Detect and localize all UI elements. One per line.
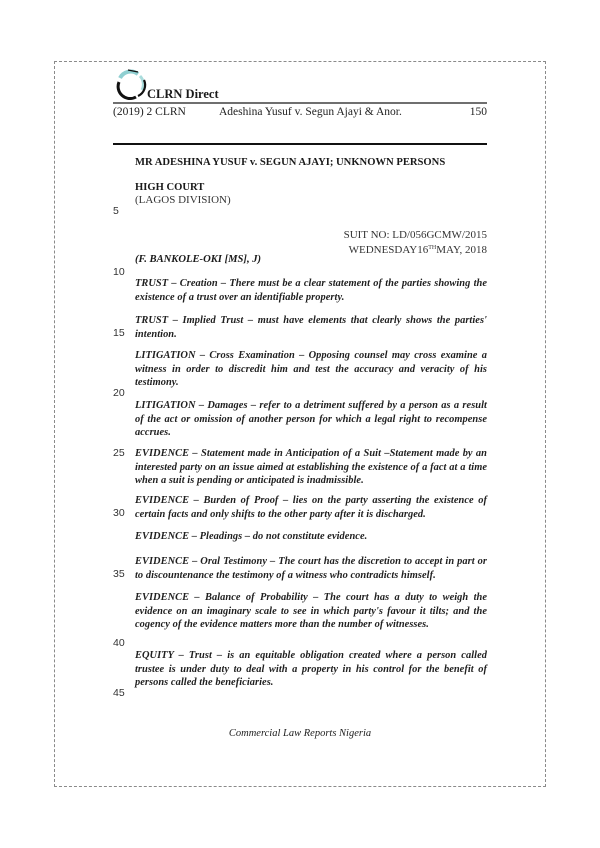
line-number: 5 xyxy=(113,205,119,217)
case-title: MR ADESHINA YUSUF v. SEGUN AJAYI; UNKNOWN PERSONS xyxy=(135,157,446,168)
title-rule xyxy=(113,143,487,145)
court-division: (LAGOS DIVISION) xyxy=(135,194,231,206)
line-number: 15 xyxy=(113,327,125,339)
headnote-item: EQUITY – Trust – is an equitable obligation created where a person called trustee is under duty to deal with a property in his control for the benefit of persons called the beneficiaries. xyxy=(135,650,487,688)
headnote-item: EVIDENCE – Pleadings – do not constitute evidence. xyxy=(135,531,368,542)
line-number: 20 xyxy=(113,387,125,399)
headnote-item: EVIDENCE – Burden of Proof – lies on the party asserting the existence of certain facts and only shifts to the other party after it is discharged. xyxy=(135,495,487,520)
line-number: 35 xyxy=(113,568,125,580)
line-number: 10 xyxy=(113,266,125,278)
date-suffix: MAY, 2018 xyxy=(436,244,487,256)
footer-publication: Commercial Law Reports Nigeria xyxy=(228,728,372,739)
header-rule xyxy=(113,102,487,104)
headnote-item: EVIDENCE – Oral Testimony – The court has the discretion to accept in part or to discountenance the testimony of a witness who contradicts himself. xyxy=(135,556,487,581)
brand-name: CLRN Direct xyxy=(147,87,219,101)
line-number: 45 xyxy=(113,687,125,699)
headnote-item: TRUST – Implied Trust – must have elements that clearly shows the parties' intention. xyxy=(135,315,487,340)
date-prefix: WEDNESDAY16 xyxy=(348,244,429,256)
headnote-item: TRUST – Creation – There must be a clear statement of the parties showing the existence of a trust over an identifiable property. xyxy=(135,278,487,303)
date-superscript: TH xyxy=(428,245,437,251)
line-number: 40 xyxy=(113,637,125,649)
headnote-item: EVIDENCE – Statement made in Anticipation of a Suit –Statement made by an interested party on an issue aimed at establishing the existence of a fact at a time when a suit is pending or anticipated is inadmissible. xyxy=(135,448,487,486)
clrn-logo-icon xyxy=(114,66,148,102)
headnote-item: LITIGATION – Damages – refer to a detriment suffered by a person as a result of the act or omission of another person for which a legal right to recompense accrues. xyxy=(135,400,487,438)
citation: (2019) 2 CLRN xyxy=(113,106,186,118)
suit-number: SUIT NO: LD/056GCMW/2015 xyxy=(343,229,487,241)
judge-name: (F. BANKOLE-OKI [MS], J) xyxy=(135,254,262,265)
line-number: 25 xyxy=(113,447,125,459)
page-number: 150 xyxy=(469,106,487,118)
running-title: Adeshina Yusuf v. Segun Ajayi & Anor. xyxy=(219,106,402,118)
headnote-item: LITIGATION – Cross Examination – Opposing counsel may cross examine a witness in order to discredit him and test the accuracy and veracity of his testimony. xyxy=(135,350,487,388)
headnote-item: EVIDENCE – Balance of Probability – The court has a duty to weigh the evidence on an imaginary scale to see in which party's favour it tilts; and the cogency of the evidence matters more than the number of witnesses. xyxy=(135,592,487,630)
line-number: 30 xyxy=(113,507,125,519)
court-name: HIGH COURT xyxy=(135,182,205,193)
